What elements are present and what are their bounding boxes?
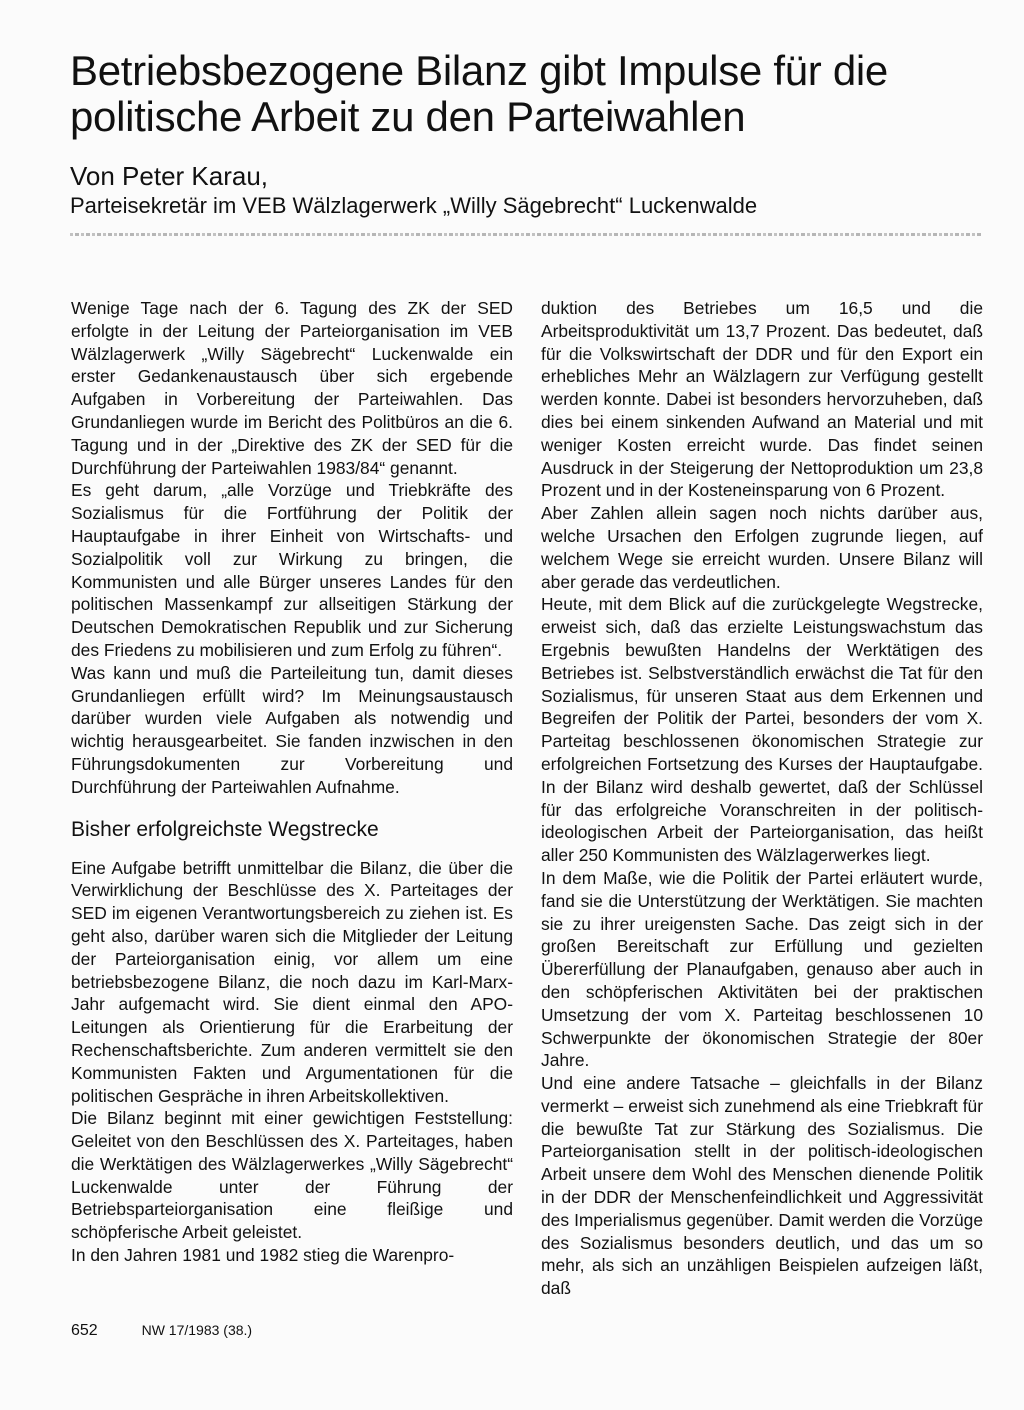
article-title: Betriebsbezogene Bilanz gibt Impulse für die politische Arbeit zu den Parteiwahlen (70, 47, 888, 140)
issue-label: NW 17/1983 (38.) (141, 1322, 253, 1338)
author-role: Parteisekretär im VEB Wälzlagerwerk „Willy Sägebrecht“ Luckenwalde (70, 193, 758, 218)
right-column (541, 297, 983, 1300)
paragraph: duktion des Betriebes um 16,5 und die Arbeitsproduktivität um 13,7 Prozent. Das bedeutet, daß für die Volkswirtschaft der DDR und für den Export ein erhebliches Mehr an Wälzlagern zur Verfügung gestellt werden konnte. Dabei ist besonders hervorzuheben, daß dies bei einem sinkenden Aufwand an Material und mit weniger Kosten erreicht wurde. Das findet seinen Ausdruck in der Steigerung der Nettoproduktion um 23,8 Prozent und in der Kosteneinsparung von 6 Prozent. (541, 298, 983, 501)
paragraph: Wenige Tage nach der 6. Tagung des ZK der SED erfolgte in der Leitung der Parteiorganisation im VEB Wälzlagerwerk „Willy Sägebrecht“ Luckenwalde ein erster Gedankenaustausch über sich ergebende Aufgaben in Vorbereitung der Parteiwahlen. Das Grundanliegen wurde im Bericht des Politbüros an die 6. Tagung und in der „Direktive des ZK der SED für die Durchführung der Parteiwahlen 1983/84“ genannt. (71, 298, 513, 478)
paragraph: Es geht darum, „alle Vorzüge und Triebkräfte des Sozialismus für die Fortführung der Politik der Hauptaufgabe in ihrer Einheit von Wirtschafts- und Sozialpolitik voll zur Wirkung zu bringen, die Kommunisten und alle Bürger unseres Landes für den politischen Massenkampf zur allseitigen Stärkung der Deutschen Demokratischen Republik und zur Sicherung des Friedens zu mobilisieren und zum Erfolg zu führen“. (71, 480, 513, 660)
paragraph: Und eine andere Tatsache – gleichfalls in der Bilanz vermerkt – erweist sich zunehmend als eine Triebkraft für die bewußte Tat zur Stärkung des Sozialismus. Die Parteiorganisation stellt in der politisch-ideologischen Arbeit unsere dem Wohl des Menschen dienende Politik in der DDR der Menschenfeindlichkeit und Aggressivität des Imperialismus gegenüber. Damit werden die Vorzüge des Sozialismus besonders deutlich, und das um so mehr, als sich an unzähligen Beispielen aufzeigen läßt, daß (541, 1073, 983, 1299)
page-number: 652 (71, 1322, 98, 1339)
section-heading: Bisher erfolgreichste Wegstrecke (71, 817, 379, 841)
title-rule (70, 233, 982, 236)
page-footer (71, 1322, 252, 1340)
paragraph: In dem Maße, wie die Politik der Partei erläutert wurde, fand sie die Unterstützung der Werktätigen. Sie machten sie zu ihrer ureigensten Sache. Das zeigt sich in der großen Bereitschaft zur Erfüllung und gezielten Übererfüllung der Planaufgaben, genauso aber auch in den schöpferischen Aktivitäten bei der praktischen Umsetzung der vom X. Parteitag beschlossenen 10 Schwerpunkte der ökonomischen Strategie der 80er Jahre. (541, 867, 983, 1071)
paragraph: In den Jahren 1981 und 1982 stieg die Warenpro- (71, 1245, 455, 1266)
paragraph: Was kann und muß die Parteileitung tun, damit dieses Grundanliegen erfüllt wird? Im Meinungsaustausch darüber wurden viele Aufgaben als notwendig und wichtig herausgearbeitet. Sie fanden inzwischen in den Führungsdokumenten zur Vorbereitung und Durchführung der Parteiwahlen Aufnahme. (71, 662, 513, 797)
left-column (71, 297, 513, 1267)
paragraph: Eine Aufgabe betrifft unmittelbar die Bilanz, die über die Verwirklichung der Beschlüsse des X. Parteitages der SED im eigenen Verantwortungsbereich zu ziehen ist. Es geht also, darüber waren sich die Mitglieder der Leitung der Parteiorganisation einig, vor allem um eine betriebsbezogene Bilanz, die noch dazu im Karl-Marx-Jahr aufgemacht wird. Sie dient einmal den APO-Leitungen als Orientierung für die Erarbeitung der Rechenschaftsberichte. Zum anderen vermittelt sie den Kommunisten Fakten und Argumentationen für die politischen Gespräche in ihren Arbeitskollektiven. (71, 857, 513, 1106)
author-line: Von Peter Karau, (70, 161, 269, 191)
paragraph: Heute, mit dem Blick auf die zurückgelegte Wegstrecke, erweist sich, daß das erzielte Leistungswachstum das Ergebnis bewußten Handelns der Werktätigen des Betriebes ist. Selbstverständlich erwächst die Tat für den Sozialismus, für unseren Staat aus dem Erkennen und Begreifen der Politik der Partei, besonders der vom X. Parteitag beschlossenen ökonomischen Strategie zur erfolgreichen Fortsetzung des Kurses der Hauptaufgabe. In der Bilanz wird deshalb gewertet, daß der Schlüssel für das erfolgreiche Voranschreiten in der politisch-ideologischen Arbeit der Parteiorganisation, das heißt aller 250 Kommunisten des Wälzlagerwerkes liegt. (541, 594, 983, 866)
paragraph: Aber Zahlen allein sagen noch nichts darüber aus, welche Ursachen den Erfolgen zugrunde liegen, auf welchem Wege sie erreicht wurden. Unsere Bilanz will aber gerade das verdeutlichen. (541, 503, 983, 592)
paragraph: Die Bilanz beginnt mit einer gewichtigen Feststellung: Geleitet von den Beschlüssen des X. Parteitages, haben die Werktätigen des Wälzlagerwerkes „Willy Sägebrecht“ Luckenwalde unter der Führung der Betriebsparteiorganisation eine fleißige und schöpferische Arbeit geleistet. (71, 1108, 513, 1243)
